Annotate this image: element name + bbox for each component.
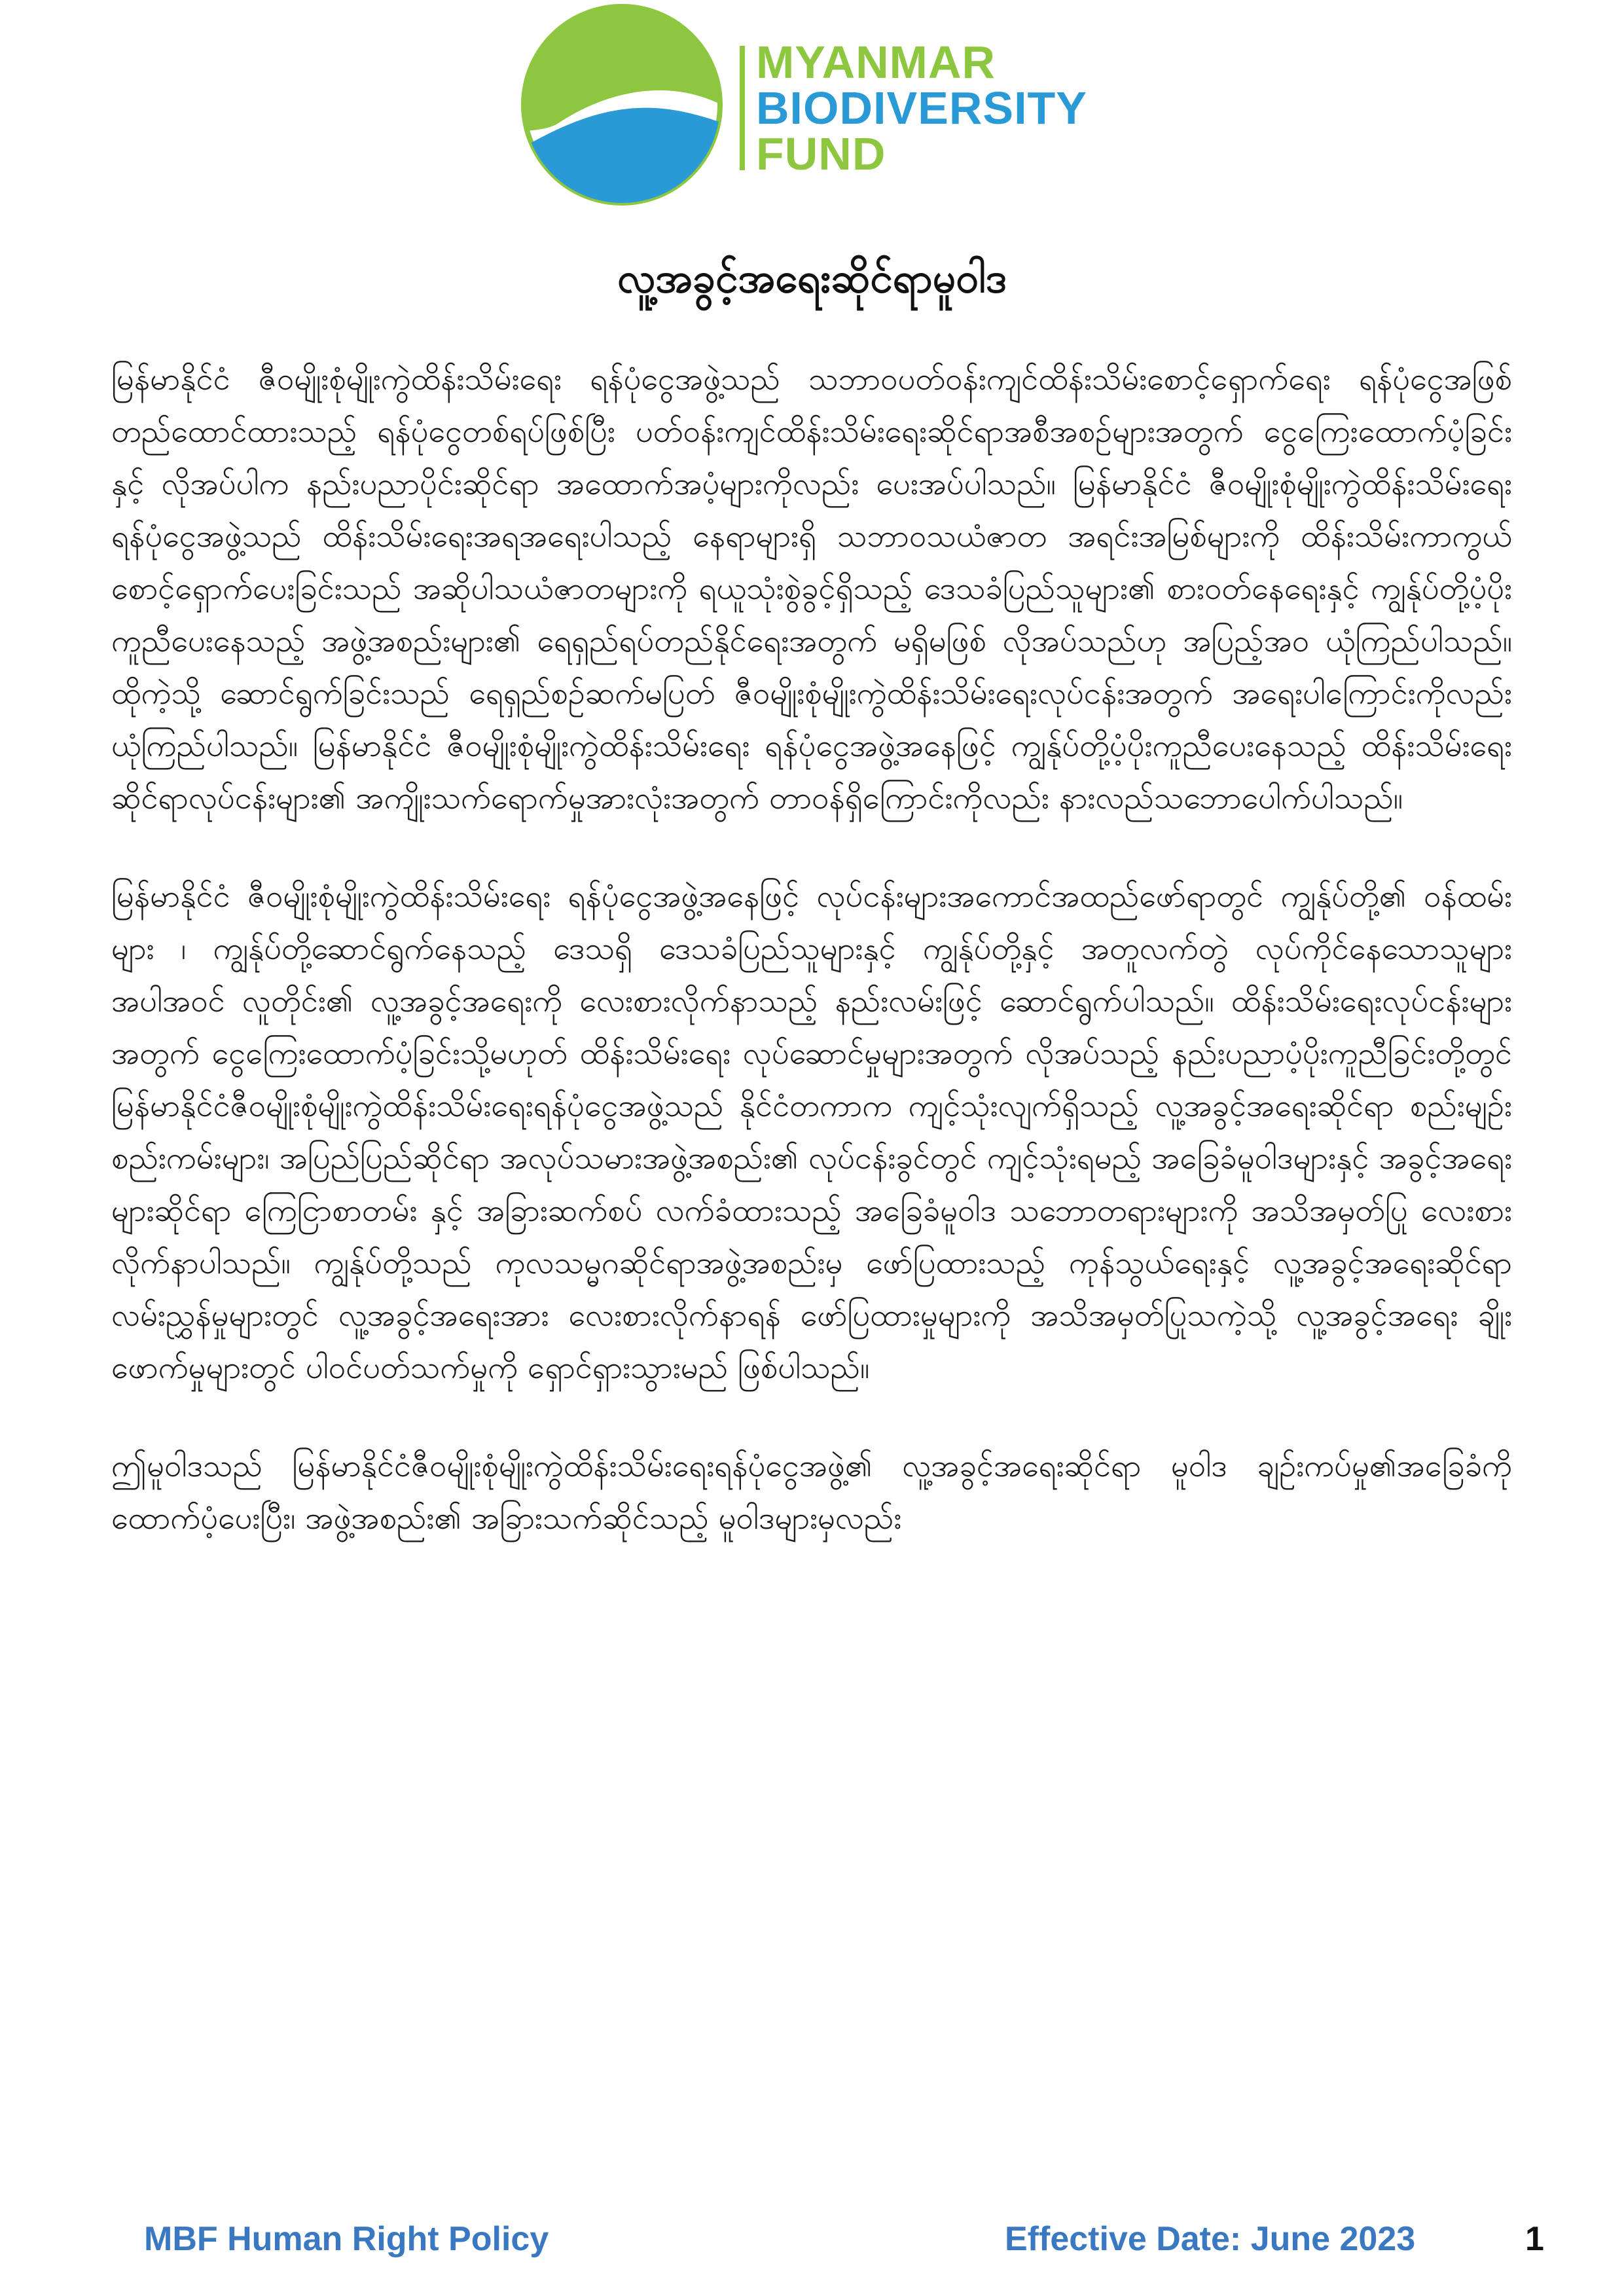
logo-line-biodiversity: BIODIVERSITY <box>756 82 1087 134</box>
page-number: 1 <box>1525 2220 1544 2258</box>
logo-line-fund: FUND <box>756 128 886 179</box>
paragraph-1: မြန်မာနိုင်ငံ ဇီဝမျိုးစုံမျိုးကွဲထိန်းသိမ်းရေး ရန်ပုံငွေအဖွဲ့သည် သဘာဝပတ်ဝန်းကျင်ထိန်းသိမ်းစောင့်ရှောက်ရေး ရန်ပုံငွေအဖြစ် တည်ထောင်ထားသည့် ရန်ပုံငွေတစ်ရပ်ဖြစ်ပြီး ပတ်ဝန်းကျင်ထိန်းသိမ်းရေးဆိုင်ရာအစီအစဉ်များအတွက် ငွေကြေးထောက်ပံ့ခြင်းနှင့် လိုအပ်ပါက နည်းပညာပိုင်းဆိုင်ရာ အထောက်အပံ့များကိုလည်း ပေးအပ်ပါသည်။ မြန်မာနိုင်ငံ ဇီဝမျိုးစုံမျိုးကွဲထိန်းသိမ်းရေး ရန်ပုံငွေအဖွဲ့သည် ထိန်းသိမ်းရေးအရအရေးပါသည့် နေရာများရှိ သဘာဝသယံဇာတ အရင်းအမြစ်များကို ထိန်းသိမ်းကာကွယ်စောင့်ရှောက်ပေးခြင်းသည် အဆိုပါသယံဇာတများကို ရယူသုံးစွဲခွင့်ရှိသည့် ဒေသခံပြည်သူများ၏ စားဝတ်နေရေးနှင့် ကျွန်ုပ်တို့ပံ့ပိုးကူညီပေးနေသည့် အဖွဲ့အစည်းများ၏ ရေရှည်ရပ်တည်နိုင်ရေးအတွက် မရှိမဖြစ် လိုအပ်သည်ဟု အပြည့်အဝ ယုံကြည်ပါသည်။ ထိုကဲ့သို့ ဆောင်ရွက်ခြင်းသည် ရေရှည်စဉ်ဆက်မပြတ် ဇီဝမျိုးစုံမျိုးကွဲထိန်းသိမ်းရေးလုပ်ငန်းအတွက် အရေးပါကြောင်းကိုလည်း ယုံကြည်ပါသည်။ မြန်မာနိုင်ငံ ဇီဝမျိုးစုံမျိုးကွဲထိန်းသိမ်းရေး ရန်ပုံငွေအဖွဲ့အနေဖြင့် ကျွန်ုပ်တို့ပံ့ပိုးကူညီပေးနေသည့် ထိန်းသိမ်းရေးဆိုင်ရာလုပ်ငန်းများ၏ အကျိုးသက်ရောက်မှုအားလုံးအတွက် တာဝန်ရှိကြောင်းကိုလည်း နားလည်သဘောပေါက်ပါသည်။ <box>111 361 1512 816</box>
logo-emblem-icon <box>517 0 733 216</box>
mbf-logo <box>517 0 1139 216</box>
logo-line-myanmar: MYANMAR <box>756 37 996 88</box>
document-title: လူ့အခွင့်အရေးဆိုင်ရာမူဝါဒ <box>617 254 1007 302</box>
logo-wordmark <box>756 39 1087 177</box>
footer-policy-name: MBF Human Right Policy <box>144 2220 549 2258</box>
paragraph-2: မြန်မာနိုင်ငံ ဇီဝမျိုးစုံမျိုးကွဲထိန်းသိမ်းရေး ရန်ပုံငွေအဖွဲ့အနေဖြင့် လုပ်ငန်းများအကောင်အထည်ဖော်ရာတွင် ကျွန်ုပ်တို့၏ ဝန်ထမ်းများ ၊ ကျွန်ုပ်တို့ဆောင်ရွက်နေသည့် ဒေသရှိ ဒေသခံပြည်သူများနှင့် ကျွန်ုပ်တို့နှင့် အတူလက်တွဲ လုပ်ကိုင်နေသောသူများ အပါအဝင် လူတိုင်း၏ လူ့အခွင့်အရေးကို လေးစားလိုက်နာသည့် နည်းလမ်းဖြင့် ဆောင်ရွက်ပါသည်။ ထိန်းသိမ်းရေးလုပ်ငန်းများအတွက် ငွေကြေးထောက်ပံ့ခြင်းသို့မဟုတ် ထိန်းသိမ်းရေး လုပ်ဆောင်မှုများအတွက် လိုအပ်သည့် နည်းပညာပံ့ပိုးကူညီခြင်းတို့တွင် မြန်မာနိုင်ငံဇီဝမျိုးစုံမျိုးကွဲထိန်းသိမ်းရေးရန်ပုံငွေအဖွဲ့သည် နိုင်ငံတကာက ကျင့်သုံးလျက်ရှိသည့် လူ့အခွင့်အရေးဆိုင်ရာ စည်းမျဉ်းစည်းကမ်းများ၊ အပြည်ပြည်ဆိုင်ရာ အလုပ်သမားအဖွဲ့အစည်း၏ လုပ်ငန်းခွင်တွင် ကျင့်သုံးရမည့် အခြေခံမူဝါဒများနှင့် အခွင့်အရေးများဆိုင်ရာ ကြေငြာစာတမ်း နှင့် အခြားဆက်စပ် လက်ခံထားသည့် အခြေခံမူဝါဒ သဘောတရားများကို အသိအမှတ်ပြု လေးစားလိုက်နာပါသည်။ ကျွန်ုပ်တို့သည် ကုလသမ္မဂဆိုင်ရာအဖွဲ့အစည်းမှ ဖော်ပြထားသည့် ကုန်သွယ်ရေးနှင့် လူ့အခွင့်အရေးဆိုင်ရာ လမ်းညွှန်မှုများတွင် လူ့အခွင့်အရေးအား လေးစားလိုက်နာရန် ဖော်ပြထားမှုများကို အသိအမှတ်ပြုသကဲ့သို့ လူ့အခွင့်အရေး ချိုးဖောက်မှုများတွင် ပါဝင်ပတ်သက်မှုကို ရှောင်ရှားသွားမည် ဖြစ်ပါသည်။ <box>111 879 1512 1386</box>
page-footer <box>0 2219 1624 2272</box>
paragraph-3: ဤမူဝါဒသည် မြန်မာနိုင်ငံဇီဝမျိုးစုံမျိုးကွဲထိန်းသိမ်းရေးရန်ပုံငွေအဖွဲ့၏ လူ့အခွင့်အရေးဆိုင်ရာ မူဝါဒ ချဉ်းကပ်မှု၏အခြေခံကို ထောက်ပံ့ပေးပြီး၊ အဖွဲ့အစည်း၏ အခြားသက်ဆိုင်သည့် မူဝါဒများမှလည်း <box>111 1448 1512 1537</box>
footer-effective-date: Effective Date: June 2023 <box>1005 2220 1416 2258</box>
document-body <box>111 354 1512 1591</box>
logo-divider <box>740 46 745 170</box>
